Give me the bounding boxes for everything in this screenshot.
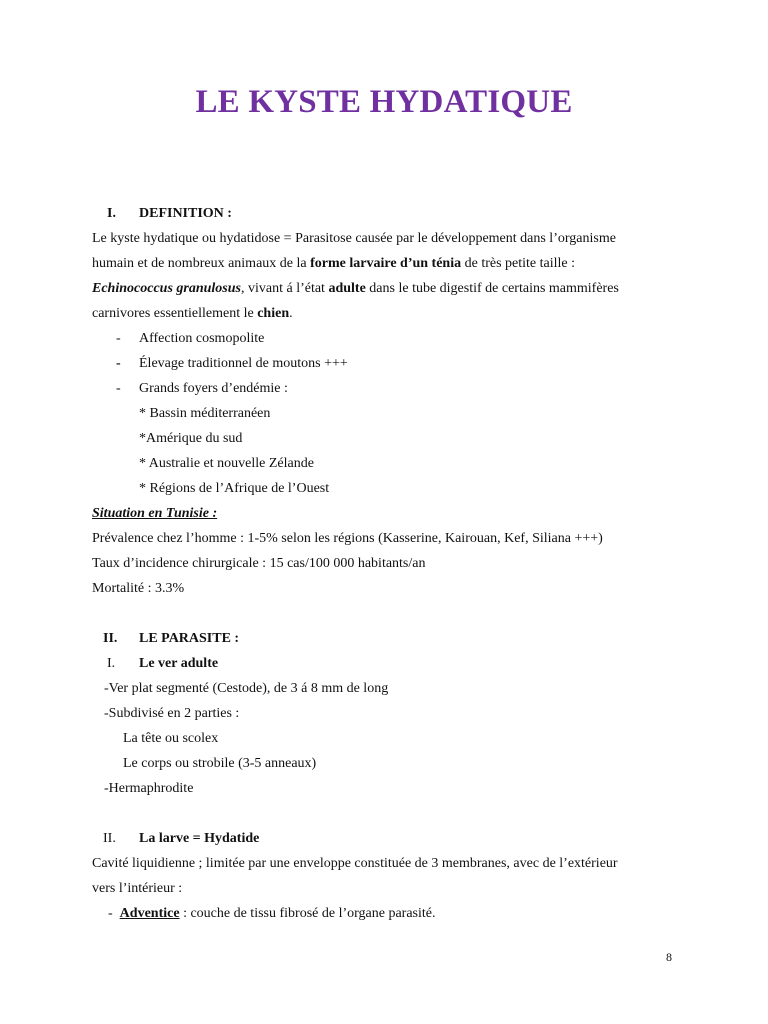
bullet-dash: - xyxy=(116,381,121,396)
text-run-bold: forme larvaire d’un ténia xyxy=(310,256,462,271)
definition-line-1: Le kyste hydatique ou hydatidose = Parasitose causée par le développement dans l’organisme xyxy=(92,231,616,246)
page-title: LE KYSTE HYDATIQUE xyxy=(195,84,573,120)
bullet-dash: - xyxy=(116,356,121,371)
adventice-line xyxy=(108,905,436,923)
text-run-bold: adulte xyxy=(328,281,366,296)
foyer-item: * Australie et nouvelle Zélande xyxy=(139,456,314,471)
text-run: . xyxy=(289,306,293,321)
text-run-bold: chien xyxy=(257,306,290,321)
subsection-2-heading: La larve = Hydatide xyxy=(139,831,260,846)
species-name: Echinococcus granulosus xyxy=(92,281,241,296)
section-1-number: I. xyxy=(107,206,116,221)
section-1-heading: DEFINITION : xyxy=(139,206,232,221)
larve-line: Cavité liquidienne ; limitée par une enveloppe constituée de 3 membranes, avec de l’extérieur xyxy=(92,856,618,871)
text-run: de très petite taille : xyxy=(461,256,576,271)
text-run: : couche de tissu fibrosé de l’organe parasité. xyxy=(179,906,436,921)
bullet-item: Grands foyers d’endémie : xyxy=(139,381,288,396)
ver-adulte-line: -Hermaphrodite xyxy=(104,781,194,796)
foyer-item: *Amérique du sud xyxy=(139,431,243,446)
section-2-number: II. xyxy=(103,631,118,646)
subsection-1-number: I. xyxy=(107,656,116,671)
foyer-item: * Régions de l’Afrique de l’Ouest xyxy=(139,481,330,496)
ver-adulte-line: La tête ou scolex xyxy=(123,731,219,746)
ver-adulte-line: -Ver plat segmenté (Cestode), de 3 á 8 mm de long xyxy=(104,681,389,696)
tunisie-line: Prévalence chez l’homme : 1-5% selon les régions (Kasserine, Kairouan, Kef, Siliana +++) xyxy=(92,531,603,546)
bullet-item: Élevage traditionnel de moutons +++ xyxy=(139,356,348,371)
page-number: 8 xyxy=(666,950,672,964)
larve-line: vers l’intérieur : xyxy=(92,881,183,896)
definition-line-4 xyxy=(92,305,293,323)
adventice-term: Adventice xyxy=(119,906,180,921)
bullet-dash: - xyxy=(116,331,121,346)
tunisie-line: Mortalité : 3.3% xyxy=(92,581,185,596)
section-2-heading: LE PARASITE : xyxy=(139,631,240,646)
ver-adulte-line: Le corps ou strobile (3-5 anneaux) xyxy=(123,756,317,771)
bullet-dash: - xyxy=(108,906,113,921)
text-run: humain et de nombreux animaux de la xyxy=(92,256,311,271)
text-run: carnivores essentiellement le xyxy=(92,306,258,321)
bullet-item: Affection cosmopolite xyxy=(139,331,265,346)
ver-adulte-line: -Subdivisé en 2 parties : xyxy=(104,706,240,721)
definition-line-3 xyxy=(92,280,619,298)
text-run: dans le tube digestif de certains mammifères xyxy=(365,281,619,296)
definition-line-2 xyxy=(92,255,575,273)
tunisie-line: Taux d’incidence chirurgicale : 15 cas/100 000 habitants/an xyxy=(92,556,426,571)
foyer-item: * Bassin méditerranéen xyxy=(139,406,271,421)
subsection-1-heading: Le ver adulte xyxy=(139,656,219,671)
subsection-2-number: II. xyxy=(103,831,116,846)
text-run: , vivant á l’état xyxy=(240,281,329,296)
tunisie-heading: Situation en Tunisie : xyxy=(92,506,218,521)
